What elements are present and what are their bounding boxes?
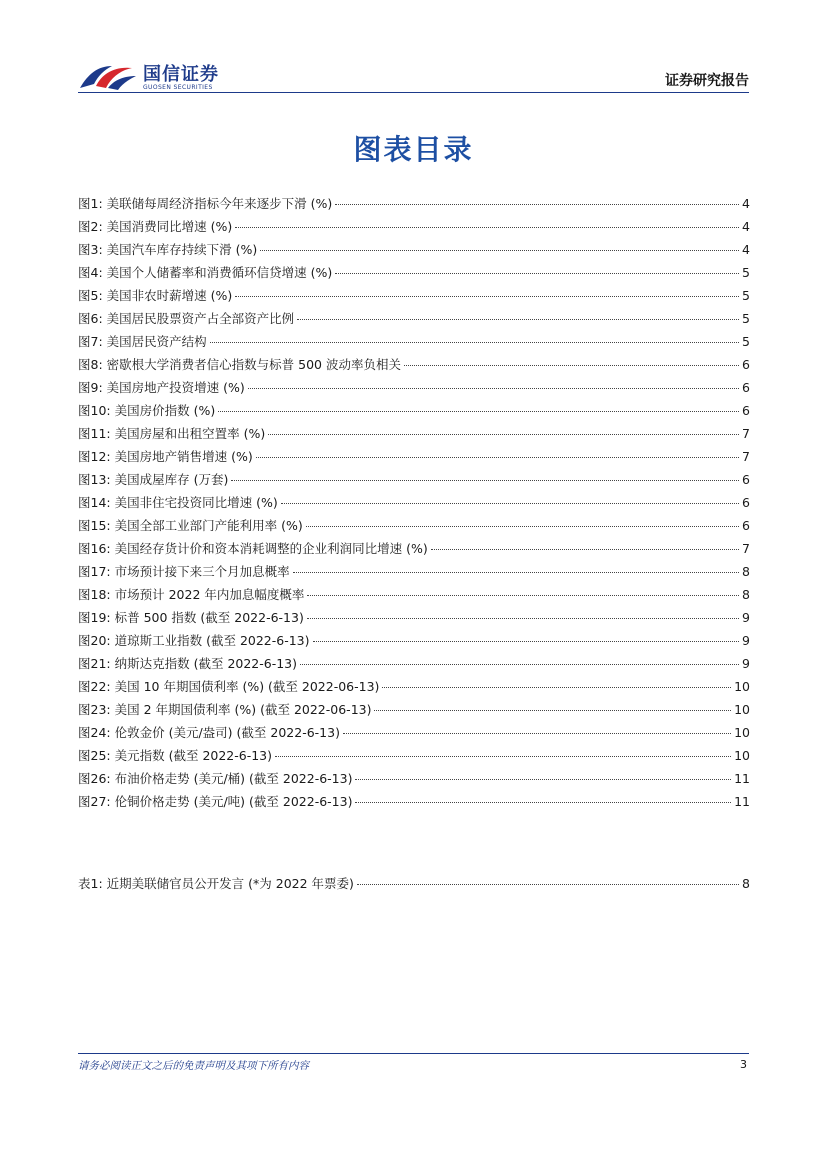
entry-label: 图11: xyxy=(78,426,111,441)
figure-entry[interactable] xyxy=(78,401,750,424)
entry-page: 5 xyxy=(742,288,750,303)
entry-caption: 美国非住宅投资同比增速 (%) xyxy=(114,495,278,510)
entry-label: 图25: xyxy=(78,748,111,763)
figure-entry[interactable] xyxy=(78,539,750,562)
entry-label: 图24: xyxy=(78,725,111,740)
figure-entry[interactable] xyxy=(78,424,750,447)
entry-page: 6 xyxy=(742,357,750,372)
entry-page: 7 xyxy=(742,541,750,556)
entry-label: 图3: xyxy=(78,242,103,257)
entry-caption: 美国 2 年期国债利率 (%) (截至 2022-06-13) xyxy=(114,702,372,717)
entry-page: 10 xyxy=(734,702,750,717)
entry-caption: 布油价格走势 (美元/桶) (截至 2022-6-13) xyxy=(114,771,353,786)
entry-label: 图16: xyxy=(78,541,111,556)
entry-caption: 美国居民股票资产占全部资产比例 xyxy=(106,311,295,326)
dot-leader xyxy=(357,884,739,885)
entry-caption: 美元指数 (截至 2022-6-13) xyxy=(114,748,273,763)
page-title: 图表目录 xyxy=(353,133,474,166)
entry-caption: 美联储每周经济指标今年来逐步下滑 (%) xyxy=(106,196,333,211)
entry-page: 5 xyxy=(742,311,750,326)
entry-label: 图5: xyxy=(78,288,103,303)
figure-entry[interactable] xyxy=(78,447,750,470)
dot-leader xyxy=(248,388,739,389)
entry-page: 8 xyxy=(742,876,750,891)
guosen-logo-icon xyxy=(78,60,138,92)
entry-caption: 美国经存货计价和资本消耗调整的企业利润同比增速 (%) xyxy=(114,541,428,556)
dot-leader xyxy=(431,549,739,550)
figure-entry[interactable] xyxy=(78,378,750,401)
entry-label: 图26: xyxy=(78,771,111,786)
figure-entry[interactable] xyxy=(78,562,750,585)
page-header xyxy=(0,0,827,100)
dot-leader xyxy=(293,572,739,573)
report-type: 证券研究报告 xyxy=(665,73,749,89)
figure-entry[interactable] xyxy=(78,608,750,631)
entry-caption: 美国房价指数 (%) xyxy=(114,403,216,418)
entry-page: 6 xyxy=(742,380,750,395)
figure-entry[interactable] xyxy=(78,470,750,493)
dot-leader xyxy=(231,480,739,481)
entry-label: 图27: xyxy=(78,794,111,809)
table-list xyxy=(78,874,750,897)
dot-leader xyxy=(335,273,739,274)
figure-entry[interactable] xyxy=(78,723,750,746)
entry-label: 图1: xyxy=(78,196,103,211)
entry-caption: 美国非农时薪增速 (%) xyxy=(106,288,233,303)
entry-caption: 美国居民资产结构 xyxy=(106,334,207,349)
entry-page: 7 xyxy=(742,449,750,464)
entry-caption: 纳斯达克指数 (截至 2022-6-13) xyxy=(114,656,298,671)
dot-leader xyxy=(256,457,739,458)
entry-page: 10 xyxy=(734,725,750,740)
entry-caption: 美国成屋库存 (万套) xyxy=(114,472,229,487)
entry-page: 11 xyxy=(734,771,750,786)
entry-page: 8 xyxy=(742,564,750,579)
entry-caption: 伦铜价格走势 (美元/吨) (截至 2022-6-13) xyxy=(114,794,353,809)
dot-leader xyxy=(210,342,739,343)
entry-label: 图21: xyxy=(78,656,111,671)
entry-page: 11 xyxy=(734,794,750,809)
entry-label: 表1: xyxy=(78,876,103,891)
figure-entry[interactable] xyxy=(78,746,750,769)
dot-leader xyxy=(307,618,739,619)
figure-entry[interactable] xyxy=(78,332,750,355)
dot-leader xyxy=(306,526,739,527)
figure-entry[interactable] xyxy=(78,493,750,516)
company-name-cn: 国信证券 xyxy=(143,64,219,85)
page-number: 3 xyxy=(740,1058,747,1071)
entry-page: 9 xyxy=(742,656,750,671)
entry-label: 图19: xyxy=(78,610,111,625)
figure-entry[interactable] xyxy=(78,309,750,332)
figure-entry[interactable] xyxy=(78,700,750,723)
entry-label: 图18: xyxy=(78,587,111,602)
entry-caption: 美国消费同比增速 (%) xyxy=(106,219,233,234)
entry-page: 5 xyxy=(742,265,750,280)
entry-label: 图23: xyxy=(78,702,111,717)
dot-leader xyxy=(404,365,739,366)
entry-page: 10 xyxy=(734,748,750,763)
entry-caption: 美国全部工业部门产能利用率 (%) xyxy=(114,518,303,533)
figure-entry[interactable] xyxy=(78,355,750,378)
figure-entry[interactable] xyxy=(78,240,750,263)
entry-caption: 美国房地产投资增速 (%) xyxy=(106,380,245,395)
entry-caption: 标普 500 指数 (截至 2022-6-13) xyxy=(114,610,304,625)
entry-label: 图4: xyxy=(78,265,103,280)
footer-divider xyxy=(78,1053,749,1054)
dot-leader xyxy=(313,641,740,642)
entry-page: 6 xyxy=(742,472,750,487)
footer-disclaimer: 请务必阅读正文之后的免责声明及其项下所有内容 xyxy=(78,1060,309,1072)
entry-label: 图7: xyxy=(78,334,103,349)
entry-label: 图9: xyxy=(78,380,103,395)
entry-label: 图12: xyxy=(78,449,111,464)
dot-leader xyxy=(281,503,739,504)
entry-caption: 美国房地产销售增速 (%) xyxy=(114,449,253,464)
entry-caption: 近期美联储官员公开发言 (*为 2022 年票委) xyxy=(106,876,354,891)
header-divider xyxy=(78,92,749,93)
entry-caption: 美国 10 年期国债利率 (%) (截至 2022-06-13) xyxy=(114,679,380,694)
entry-page: 6 xyxy=(742,518,750,533)
company-name-en: GUOSEN SECURITIES xyxy=(143,84,213,91)
entry-page: 9 xyxy=(742,610,750,625)
figure-entry[interactable] xyxy=(78,769,750,792)
dot-leader xyxy=(355,779,731,780)
dot-leader xyxy=(275,756,731,757)
entry-caption: 美国房屋和出租空置率 (%) xyxy=(114,426,266,441)
dot-leader xyxy=(374,710,731,711)
entry-label: 图20: xyxy=(78,633,111,648)
entry-caption: 市场预计 2022 年内加息幅度概率 xyxy=(114,587,305,602)
dot-leader xyxy=(335,204,739,205)
entry-page: 4 xyxy=(742,196,750,211)
figure-entry[interactable] xyxy=(78,263,750,286)
entry-label: 图13: xyxy=(78,472,111,487)
figure-entry[interactable] xyxy=(78,677,750,700)
table-entry[interactable] xyxy=(78,874,750,897)
entry-caption: 密歇根大学消费者信心指数与标普 500 波动率负相关 xyxy=(106,357,401,372)
figure-entry[interactable] xyxy=(78,194,750,217)
entry-page: 10 xyxy=(734,679,750,694)
entry-caption: 道琼斯工业指数 (截至 2022-6-13) xyxy=(114,633,310,648)
dot-leader xyxy=(218,411,739,412)
entry-caption: 市场预计接下来三个月加息概率 xyxy=(114,564,290,579)
dot-leader xyxy=(343,733,731,734)
entry-label: 图10: xyxy=(78,403,111,418)
entry-caption: 美国个人储蓄率和消费循环信贷增速 (%) xyxy=(106,265,333,280)
entry-label: 图22: xyxy=(78,679,111,694)
figure-entry[interactable] xyxy=(78,585,750,608)
figure-entry[interactable] xyxy=(78,631,750,654)
entry-page: 7 xyxy=(742,426,750,441)
dot-leader xyxy=(235,227,739,228)
entry-label: 图14: xyxy=(78,495,111,510)
dot-leader xyxy=(297,319,739,320)
entry-caption: 伦敦金价 (美元/盎司) (截至 2022-6-13) xyxy=(114,725,340,740)
entry-page: 5 xyxy=(742,334,750,349)
dot-leader xyxy=(268,434,739,435)
entry-label: 图6: xyxy=(78,311,103,326)
figure-entry[interactable] xyxy=(78,286,750,309)
figure-list xyxy=(78,194,750,815)
entry-label: 图15: xyxy=(78,518,111,533)
entry-caption: 美国汽车库存持续下滑 (%) xyxy=(106,242,258,257)
entry-page: 6 xyxy=(742,495,750,510)
entry-label: 图2: xyxy=(78,219,103,234)
dot-leader xyxy=(300,664,739,665)
entry-page: 9 xyxy=(742,633,750,648)
dot-leader xyxy=(382,687,731,688)
entry-label: 图8: xyxy=(78,357,103,372)
entry-page: 6 xyxy=(742,403,750,418)
figure-entry[interactable] xyxy=(78,792,750,815)
dot-leader xyxy=(235,296,739,297)
figure-entry[interactable] xyxy=(78,654,750,677)
figure-entry[interactable] xyxy=(78,516,750,539)
entry-page: 4 xyxy=(742,242,750,257)
entry-page: 4 xyxy=(742,219,750,234)
figure-entry[interactable] xyxy=(78,217,750,240)
dot-leader xyxy=(307,595,739,596)
dot-leader xyxy=(355,802,731,803)
dot-leader xyxy=(260,250,739,251)
entry-label: 图17: xyxy=(78,564,111,579)
entry-page: 8 xyxy=(742,587,750,602)
